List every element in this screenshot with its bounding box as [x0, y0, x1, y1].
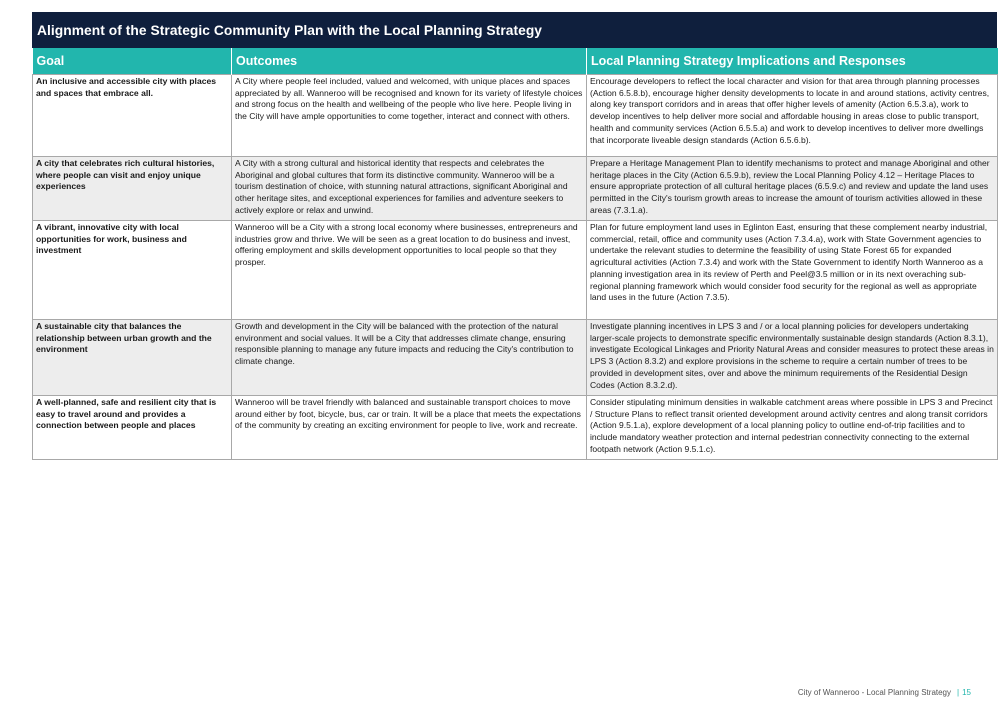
table-header-row	[33, 48, 998, 75]
table-row	[33, 320, 998, 396]
goal-cell: A sustainable city that balances the relationship between urban growth and the environment	[33, 320, 232, 396]
table-row	[33, 157, 998, 221]
implications-cell: Consider stipulating minimum densities in walkable catchment areas where possible in LPS 3 and Precinct / Structure Plans to reflect transit oriented development around activity centres and along transit corridors (Action 9.5.1.a), explore development of a local planning policy to outline end-of-trip facilities and to include mandatory weather protection and internal pedestrian connectivity connecting to the external footpath network (Action 9.5.1.c).	[587, 396, 998, 460]
goal-cell: An inclusive and accessible city with places and spaces that embrace all.	[33, 75, 232, 157]
page-footer	[798, 688, 971, 697]
implications-cell: Prepare a Heritage Management Plan to identify mechanisms to protect and manage Aboriginal and other heritage places in the City (Action 6.5.9.b), review the Local Planning Policy 4.12 – Heritage Places to ensure appropriate protection of all cultural heritage places (6.5.9.c) and review and update the land uses permitted in the City's tourism growth areas to increase the amount of tourism activities allowed in these areas (7.3.1.a).	[587, 157, 998, 221]
outcomes-cell: Wanneroo will be a City with a strong local economy where businesses, entrepreneurs and industries grow and thrive. We will be seen as a great location to do business and invest, offering employment and skills development opportunities to local people so that they prosper.	[232, 221, 587, 320]
header-implications: Local Planning Strategy Implications and Responses	[587, 48, 998, 75]
header-goal: Goal	[33, 48, 232, 75]
page-number: 15	[962, 688, 971, 697]
implications-cell: Investigate planning incentives in LPS 3 and / or a local planning policies for developers undertaking larger-scale projects to demonstrate specific environmentally sustainable design standards (Action 8.3.1), investigate Ecological Linkages and Priority Natural Areas and consider measures to protect these areas in LPS 3 (Action 8.3.2) and explore provisions in the scheme to require a certain number of trees to be provided in development sites, over and above the minimum requirements of the Residential Design Codes (Action 8.3.2.d).	[587, 320, 998, 396]
outcomes-cell: Wanneroo will be travel friendly with balanced and sustainable transport choices to move around either by foot, bicycle, bus, car or train. It will be a place that meets the expectations of the community by creating an exciting environment for people to live, work and recreate.	[232, 396, 587, 460]
implications-cell: Encourage developers to reflect the local character and vision for that area through planning processes (Action 6.5.8.b), encourage higher density developments to locate in and around stations, activity centres, along key transport corridors and in areas that offer higher levels of amenity (Action 6.5.3.a), work to develop incentives to help deliver more social and affordable housing in areas close to public transport, health and community services (Action 6.5.5.a) and work to develop incentives to deliver more dwellings that incorporate liveable design standards (Action 6.5.6.b).	[587, 75, 998, 157]
outcomes-cell: A City with a strong cultural and historical identity that respects and celebrates the Aboriginal and global cultures that form its distinctive community. Wanneroo will be a tourism destination of choice, with stunning natural attractions, significant Aboriginal and other heritage sites, and exceptional experiences for families and adventure seekers to actively explore or relax and unwind.	[232, 157, 587, 221]
alignment-table	[32, 48, 998, 460]
header-outcomes: Outcomes	[232, 48, 587, 75]
table-row	[33, 221, 998, 320]
implications-cell: Plan for future employment land uses in Eglinton East, ensuring that these complement nearby industrial, commercial, retail, office and community uses (Action 7.3.4.a), work with State Government agencies to undertake the relevant studies to determine the feasibility of using State Forest 65 for expanded agricultural activities (Action 7.3.4) and work with the State Government to identify North Wanneroo as a planning investigation area in its review of Perth and Peel@3.5 million or in its next overaching sub-regional planning framework which would consider food security for the regional as well as appropriate land uses in the future (Action 7.3.5).	[587, 221, 998, 320]
table-row	[33, 75, 998, 157]
goal-cell: A city that celebrates rich cultural histories, where people can visit and enjoy unique experiences	[33, 157, 232, 221]
goal-cell: A well-planned, safe and resilient city that is easy to travel around and provides a connection between people and places	[33, 396, 232, 460]
footer-document-name: City of Wanneroo - Local Planning Strategy	[797, 688, 952, 697]
table-row	[33, 396, 998, 460]
outcomes-cell: A City where people feel included, valued and welcomed, with unique places and spaces appreciated by all. Wanneroo will be recognised and known for its variety of lifestyle choices and strong focus on the health and wellbeing of the people who live here. People living in the City will have ample opportunities to come together, interact and connect with others.	[232, 75, 587, 157]
page-title: Alignment of the Strategic Community Plan with the Local Planning Strategy	[32, 12, 997, 48]
goal-cell: A vibrant, innovative city with local opportunities for work, business and investment	[33, 221, 232, 320]
outcomes-cell: Growth and development in the City will be balanced with the protection of the natural environment and social values. It will be a City that addresses climate change, ensuring responsible planning to manage any future impacts and reducing the City's contribution to climate change.	[232, 320, 587, 396]
footer-separator: |	[957, 688, 960, 697]
